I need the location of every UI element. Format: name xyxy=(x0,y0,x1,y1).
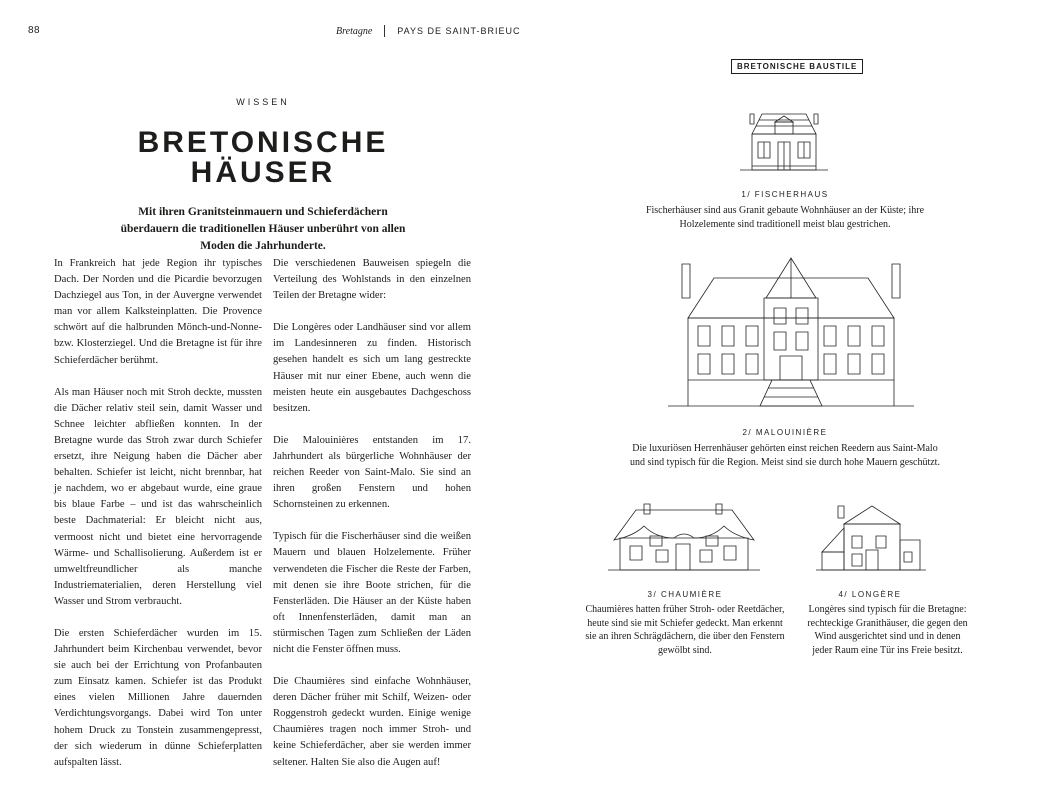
fischerhaus-illustration xyxy=(740,108,828,172)
body-column-2 xyxy=(273,256,471,787)
paragraph: Die Chaumières sind einfache Wohnhäuser, deren Dächer früher mit Schilf, Weizen- oder Roggenstroh gedeckt wurden. Einige wenige Chaumières tragen noch immer Stroh- und keine Schieferdächer, aber sie werden immer seltener. Halten Sie also die Augen auf! xyxy=(273,676,471,768)
article-title-line1: BRETONISCHE xyxy=(137,126,389,159)
body-column-1 xyxy=(54,256,262,787)
paragraph: Als man Häuser noch mit Stroh deckte, mussten die Dächer relativ steil sein, damit Wasser und Schnee leichter abfließen konnten. In der Bretagne wurde das Stroh zwar durch Schiefer ersetzt, ihre Neigung haben die Dächer aber behalten. Schiefer ist leicht, nicht brennbar, hat je nachdem, wo er abgebaut wurde, eine graue bis blaue Farbe – und ist das wahrscheinlich beste Dachmaterial: Er bleicht nicht aus, vermoost nicht und bietet eine hervorragende Wärme- und Schallisolierung. Außerdem ist er umweltfreundlicher als manche Industriematerialien, deren Herstellung viel Wasser und Strom verbraucht. xyxy=(54,386,262,607)
article-kicker: WISSEN xyxy=(236,97,290,107)
paragraph: Die Longères oder Landhäuser sind vor allem im Landesinneren zu finden. Historisch gesehen handelt es sich um lang gestreckte Häuser mit nur einer Ebene, auch wenn die meisten heute ein ausgebautes Dachgeschoss besitzen. xyxy=(273,322,471,414)
article-title-line2: HÄUSER xyxy=(190,156,336,189)
chaumiere-illustration xyxy=(608,500,760,572)
styles-tag: BRETONISCHE BAUSTILE xyxy=(731,59,863,74)
paragraph: Typisch für die Fischerhäuser sind die weißen Mauern und blauen Holzelemente. Früher verwendeten die Fischer die Reste der Farben, mit denen sie ihre Boote strichen, für die Fensterläden. Die Häuser an der Küste haben oft Innenfensterläden, damit man an stürmischen Tagen zum Schließen der Läden nicht die Fenster öffnen muss. xyxy=(273,531,471,655)
running-head xyxy=(336,25,521,37)
paragraph: Die ersten Schieferdächer wurden im 15. Jahrhundert beim Kirchenbau verwendet, bevor sie auch bei der Errichtung von Profanbauten zum Einsatz kamen. Schiefer ist das Produkt eines vielen Millionen Jahre dauernden Verdichtungsvorgangs. Dabei wird Ton unter hohem Druck zu Tonstein zusammengepresst, der sich wiederum in dünne Schieferplatten aufspalten lässt. xyxy=(54,627,262,768)
chaumiere-title: 3/ CHAUMIÈRE xyxy=(647,590,723,599)
fischerhaus-caption: Fischerhäuser sind aus Granit gebaute Wohnhäuser an der Küste; ihre Holzelemente sind traditionell meist blau gestrichen. xyxy=(645,205,925,230)
malouiniere-title: 2/ MALOUINIÈRE xyxy=(742,428,828,437)
malouiniere-illustration xyxy=(668,258,914,408)
running-head-region: Bretagne xyxy=(336,25,373,37)
longere-caption: Longères sind typisch für die Bretagne: rechteckige Granithäuser, die gegen den Wind ausgerichtet sind und in denen jeder Raum eine Tür ins Freie besitzt. xyxy=(807,604,968,656)
article-lead: Mit ihren Granitsteinmauern und Schieferdächern überdauern die traditionellen Häuser unberührt von allen Moden die Jahrhunderte. xyxy=(120,206,406,252)
paragraph: Die verschiedenen Bauweisen spiegeln die Verteilung des Wohlstands in den einzelnen Teilen der Bretagne wider: xyxy=(273,258,471,302)
longere-illustration xyxy=(816,504,926,572)
running-head-section: PAYS DE SAINT-BRIEUC xyxy=(397,26,521,36)
fischerhaus-title: 1/ FISCHERHAUS xyxy=(741,190,829,199)
page-number: 88 xyxy=(28,25,41,36)
article-title xyxy=(0,128,526,188)
chaumiere-caption: Chaumières hatten früher Stroh- oder Reetdächer, heute sind sie mit Schiefer gedeckt. Man erkennt sie an ihren Schrägdächern, die über den Fenstern gewölbt sind. xyxy=(585,604,785,656)
malouiniere-caption: Die luxuriösen Herrenhäuser gehörten einst reichen Reedern aus Saint-Malo und sind typisch für die Region. Meist sind sie durch hohe Mauern geschützt. xyxy=(630,443,940,468)
paragraph: Die Malouinières entstanden im 17. Jahrhundert als bürgerliche Wohnhäuser der reichen Reeder von Saint-Malo. Sie sind an ihren großen Fenstern und hohen Schornsteinen zu erkennen. xyxy=(273,434,471,511)
running-head-divider xyxy=(384,25,385,37)
paragraph: In Frankreich hat jede Region ihr typisches Dach. Der Norden und die Picardie bevorzugen Dachziegel aus Ton, in der Auvergne verwendet man vor allem Kalksteinplatten. Die Provence schwört auf die halbrunden Mönch-und-Nonne- bzw. Klosterziegel. Und die Bretagne ist für ihre Schieferdächer berühmt. xyxy=(54,258,262,366)
longere-title: 4/ LONGÈRE xyxy=(838,590,902,599)
